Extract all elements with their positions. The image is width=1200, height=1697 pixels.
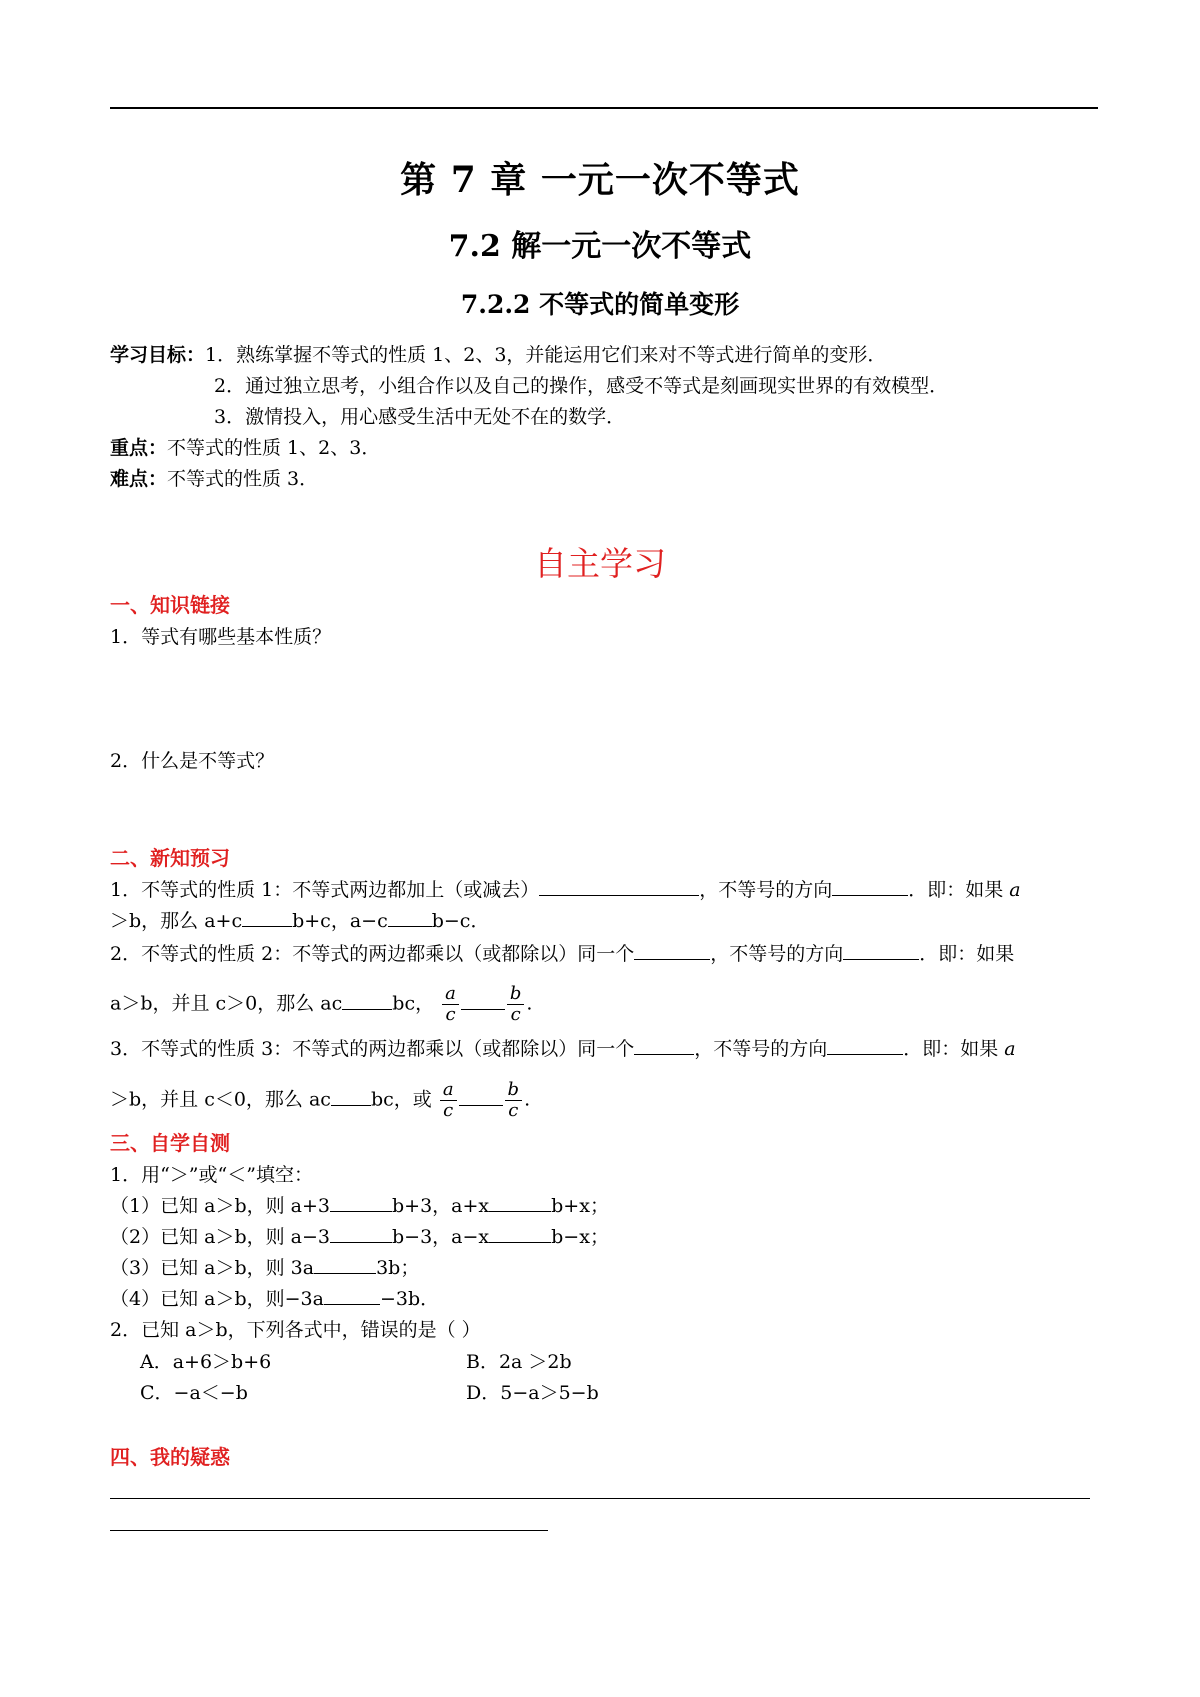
selftest-item-3 bbox=[110, 1255, 419, 1281]
period: . bbox=[526, 992, 533, 1015]
selftest-text: b+x； bbox=[551, 1195, 609, 1217]
section2-title: 二、新知预习 bbox=[110, 846, 230, 870]
objectives-label: 学习目标： bbox=[110, 344, 206, 366]
property1-text: b−c． bbox=[431, 910, 490, 932]
property1-line1 bbox=[110, 877, 1021, 903]
property3-text: ，不等号的方向 bbox=[694, 1038, 828, 1060]
selftest-item-2 bbox=[110, 1224, 609, 1250]
section-title: 7.2 解一元一次不等式 bbox=[448, 229, 752, 264]
selftest-text: b−3，a−x bbox=[392, 1226, 490, 1248]
variable-a: a bbox=[1009, 879, 1021, 901]
option-c[interactable]: C．−a＜−b bbox=[140, 1382, 248, 1404]
answer-blank[interactable] bbox=[832, 877, 908, 896]
fraction-numerator: a bbox=[440, 1080, 457, 1101]
property1-line2 bbox=[110, 908, 489, 934]
fraction-denominator: c bbox=[445, 1004, 456, 1025]
property3-line1 bbox=[110, 1036, 1016, 1062]
fraction-b-over-c bbox=[507, 984, 525, 1025]
selftest-text: （4）已知 a＞b，则−3a bbox=[110, 1288, 324, 1310]
property1-text: ，不等号的方向 bbox=[699, 879, 833, 901]
answer-blank[interactable] bbox=[634, 1036, 694, 1055]
property3-text: 3．不等式的性质 3：不等式的两边都乘以（或都除以）同一个 bbox=[110, 1038, 635, 1060]
section1-title: 一、知识链接 bbox=[110, 593, 230, 617]
option-d[interactable]: D．5−a＞5−b bbox=[466, 1382, 599, 1404]
property1-text: ＞b，那么 a+c bbox=[110, 910, 243, 932]
objective-item: 3．激情投入，用心感受生活中无处不在的数学． bbox=[214, 406, 626, 428]
difficulty-text: 不等式的性质 3． bbox=[167, 468, 319, 490]
selftest-text: b−x； bbox=[551, 1226, 609, 1248]
answer-blank[interactable] bbox=[461, 991, 505, 1010]
objectives-line-1 bbox=[110, 342, 886, 368]
selftest-text: 3b； bbox=[376, 1257, 420, 1279]
property1-text: 1．不等式的性质 1：不等式两边都加上（或减去） bbox=[110, 879, 540, 901]
property3-text: bc，或 bbox=[370, 1088, 432, 1111]
fraction-denominator: c bbox=[443, 1100, 454, 1121]
objective-item: 1．熟练掌握不等式的性质 1、2、3，并能运用它们来对不等式进行简单的变形． bbox=[205, 344, 887, 366]
selftest-text: （2）已知 a＞b，则 a−3 bbox=[110, 1226, 330, 1248]
property2-text: bc， bbox=[392, 992, 435, 1015]
selftest-text: （3）已知 a＞b，则 3a bbox=[110, 1257, 315, 1279]
property1-text: b+c，a−c bbox=[292, 910, 388, 932]
answer-blank[interactable] bbox=[634, 941, 710, 960]
answer-blank[interactable] bbox=[342, 991, 392, 1010]
property1-text: ．即：如果 bbox=[908, 879, 1004, 901]
fraction-numerator: b bbox=[505, 1080, 523, 1101]
answer-blank[interactable] bbox=[388, 908, 432, 927]
period: . bbox=[524, 1088, 531, 1111]
question-write-line[interactable] bbox=[110, 1498, 1090, 1499]
answer-blank[interactable] bbox=[459, 1087, 503, 1106]
selftest-text: b+3，a+x bbox=[392, 1195, 490, 1217]
subsection-title: 7.2.2 不等式的简单变形 bbox=[460, 290, 740, 319]
section3-title: 三、自学自测 bbox=[110, 1131, 230, 1155]
fraction-a-over-c bbox=[440, 1080, 457, 1121]
variable-a: a bbox=[1004, 1038, 1016, 1060]
property3-line2 bbox=[110, 1080, 530, 1121]
property3-text: ＞b，并且 c＜0，那么 ac bbox=[110, 1088, 331, 1111]
question-write-line[interactable] bbox=[110, 1530, 548, 1531]
fraction-denominator: c bbox=[508, 1100, 519, 1121]
fraction-a-over-c bbox=[442, 984, 459, 1025]
section4-title: 四、我的疑惑 bbox=[110, 1445, 230, 1469]
fraction-denominator: c bbox=[510, 1004, 521, 1025]
answer-blank[interactable] bbox=[827, 1036, 903, 1055]
property3-text: ．即：如果 bbox=[903, 1038, 999, 1060]
objective-item: 2．通过独立思考，小组合作以及自己的操作，感受不等式是刻画现实世界的有效模型． bbox=[214, 375, 949, 397]
property2-text: 2．不等式的性质 2：不等式的两边都乘以（或都除以）同一个 bbox=[110, 943, 635, 965]
selftest-question-1: 1．用“＞”或“＜”填空： bbox=[110, 1164, 313, 1186]
key-points bbox=[110, 435, 380, 461]
header-rule bbox=[110, 107, 1098, 109]
difficulty-label: 难点： bbox=[110, 468, 168, 490]
answer-blank[interactable] bbox=[331, 1087, 371, 1106]
key-points-label: 重点： bbox=[110, 437, 168, 459]
section1-question-1: 1．等式有哪些基本性质？ bbox=[110, 626, 332, 648]
answer-blank[interactable] bbox=[843, 941, 919, 960]
selftest-text: −3b． bbox=[379, 1288, 440, 1310]
selftest-text: （1）已知 a＞b，则 a+3 bbox=[110, 1195, 330, 1217]
selftest-question-2: 2．已知 a＞b，下列各式中，错误的是（ ） bbox=[110, 1319, 481, 1341]
fraction-b-over-c bbox=[505, 1080, 523, 1121]
answer-blank[interactable] bbox=[539, 877, 699, 896]
property2-text: ，不等号的方向 bbox=[710, 943, 844, 965]
answer-blank[interactable] bbox=[489, 1224, 551, 1243]
answer-blank[interactable] bbox=[489, 1193, 551, 1212]
property2-line1 bbox=[110, 941, 1014, 967]
answer-blank[interactable] bbox=[242, 908, 292, 927]
property2-line2 bbox=[110, 984, 532, 1025]
fraction-numerator: a bbox=[442, 984, 459, 1005]
property2-text: a＞b，并且 c＞0，那么 ac bbox=[110, 992, 343, 1015]
chapter-title: 第 7 章 一元一次不等式 bbox=[400, 159, 800, 201]
selftest-item-1 bbox=[110, 1193, 609, 1219]
answer-blank[interactable] bbox=[314, 1255, 376, 1274]
option-a[interactable]: A．a+6＞b+6 bbox=[140, 1351, 272, 1373]
self-study-heading: 自主学习 bbox=[534, 544, 666, 583]
difficulty bbox=[110, 466, 318, 492]
answer-blank[interactable] bbox=[330, 1224, 392, 1243]
selftest-item-4 bbox=[110, 1286, 439, 1312]
property2-text: ．即：如果 bbox=[919, 943, 1015, 965]
fraction-numerator: b bbox=[507, 984, 525, 1005]
answer-blank[interactable] bbox=[324, 1286, 380, 1305]
answer-blank[interactable] bbox=[330, 1193, 392, 1212]
section1-question-2: 2．什么是不等式？ bbox=[110, 750, 275, 772]
key-points-text: 不等式的性质 1、2、3． bbox=[167, 437, 381, 459]
option-b[interactable]: B．2a ＞2b bbox=[466, 1351, 572, 1373]
